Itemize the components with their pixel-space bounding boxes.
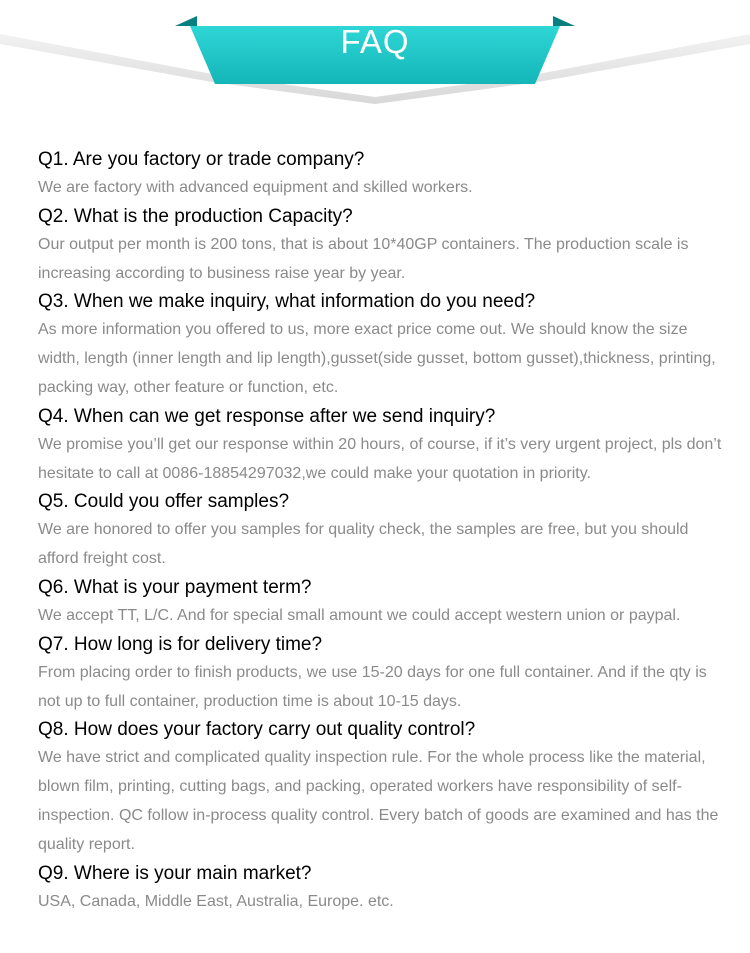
- faq-item: [38, 488, 728, 574]
- faq-header-banner: [0, 0, 750, 110]
- faq-answer: Our output per month is 200 tons, that is about 10*40GP containers. The production scale is increasing according to business raise year by year.: [38, 235, 689, 282]
- faq-answer: We accept TT, L/C. And for special small amount we could accept western union or paypal.: [38, 606, 681, 624]
- faq-answer: We promise you’ll get our response within 20 hours, of course, if it’s very urgent project, pls don’t hesitate to call at 0086-18854297032,we could make your quotation in priority.: [38, 435, 722, 482]
- faq-item: [38, 146, 728, 203]
- faq-item: [38, 631, 728, 717]
- faq-item: [38, 574, 728, 631]
- faq-answer: We are honored to offer you samples for quality check, the samples are free, but you should afford freight cost.: [38, 521, 689, 568]
- faq-item: [38, 716, 728, 859]
- faq-answer: As more information you offered to us, more exact price come out. We should know the size width, length (inner length and lip length),gusset(side gusset, bottom gusset),thickness, printing, packing way, other feature or function, etc.: [38, 321, 716, 396]
- faq-question: Q2. What is the production Capacity?: [38, 205, 353, 227]
- faq-question: Q8. How does your factory carry out quality control?: [38, 719, 476, 741]
- faq-question: Q5. Could you offer samples?: [38, 491, 290, 513]
- faq-item: [38, 203, 728, 289]
- faq-item: [38, 403, 728, 489]
- faq-question: Q6. What is your payment term?: [38, 576, 312, 598]
- faq-question: Q3. When we make inquiry, what information do you need?: [38, 291, 536, 313]
- faq-answer: We are factory with advanced equipment and skilled workers.: [38, 179, 473, 196]
- faq-answer: We have strict and complicated quality inspection rule. For the whole process like the material, blown film, printing, cutting bags, and packing, operated workers have responsibility of self-inspection. QC follow in-process quality control. Every batch of goods are examined and has the quality report.: [38, 749, 719, 853]
- faq-question: Q1. Are you factory or trade company?: [38, 149, 365, 170]
- faq-question: Q9. Where is your main market?: [38, 862, 312, 884]
- faq-question: Q4. When can we get response after we send inquiry?: [38, 405, 496, 427]
- faq-list: [38, 146, 728, 916]
- faq-item: [38, 288, 728, 402]
- page-title: FAQ: [340, 23, 410, 60]
- faq-item: [38, 860, 728, 917]
- faq-question: Q7. How long is for delivery time?: [38, 633, 323, 655]
- faq-answer: USA, Canada, Middle East, Australia, Europe. etc.: [38, 892, 394, 910]
- faq-answer: From placing order to finish products, we use 15-20 days for one full container. And if the qty is not up to full container, production time is about 10-15 days.: [38, 663, 707, 710]
